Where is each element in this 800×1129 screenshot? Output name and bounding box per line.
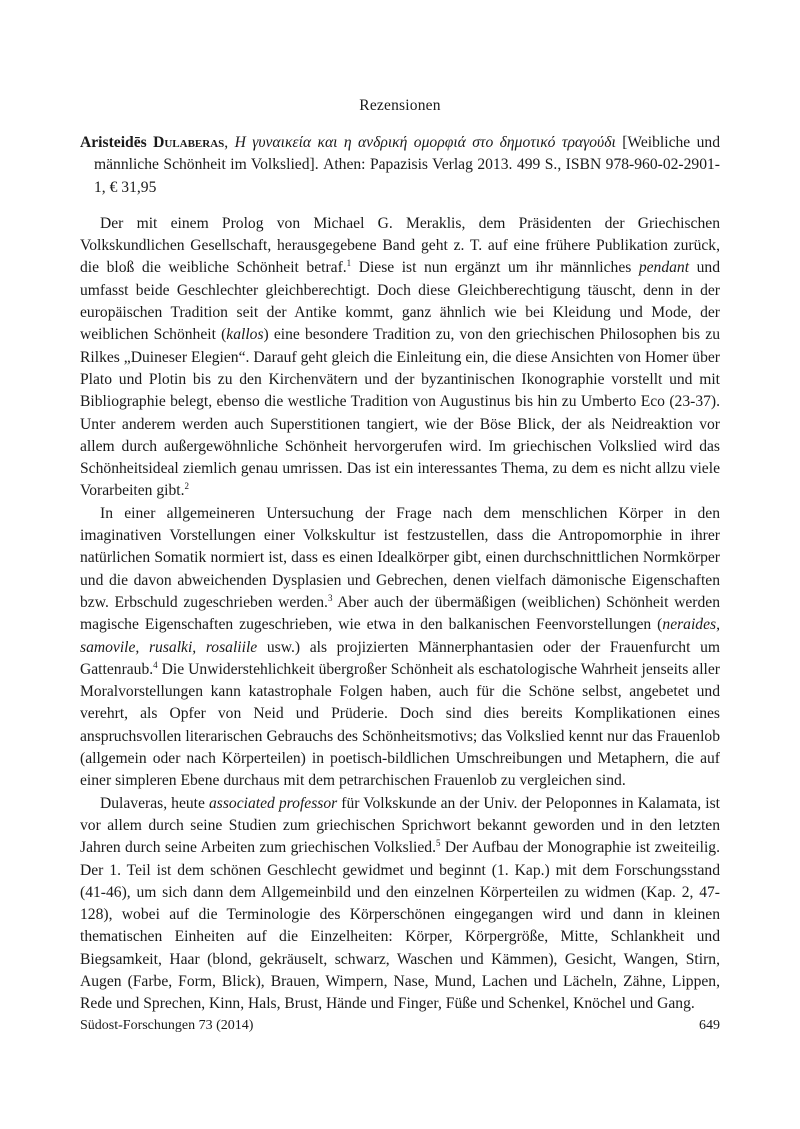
footnote-ref-5: 5 — [436, 838, 441, 849]
greek-title: Η γυναικεία και η ανδρική ομορφιά στο δημοτικό τραγούδι — [234, 134, 616, 151]
page-footer — [80, 1018, 720, 1034]
text-run: für Volkskunde an der Univ. der Peloponnes in Kalamata, ist vor allem durch seine Studien zum griechischen Sprichwort bekannt geworden und in den letzten Jahren durch seine Arbeiten zum griechischen Volkslied. — [80, 794, 720, 857]
text-run: usw.) als projizierten Männerphantasien oder der Frauenfurcht um Gattenraub. — [80, 638, 721, 678]
review-body — [80, 132, 720, 1016]
author-first-name: Aristeidēs — [80, 134, 147, 151]
text-run: Dulaveras, heute — [100, 794, 209, 812]
text-run: Der Aufbau der Monographie ist zweiteilig. Der 1. Teil ist dem schönen Geschlecht gewidmet und beginnt (1. Kap.) mit dem Forschungsstand (41-46), um sich dann dem Allgemeinbild und den einzelnen Körperteilen zu widmen (Kap. 2, 47-128), wobei auf die Terminologie des Körperschönen eingegangen wird und dann in kleinen thematischen Einheiten auf die Einzelheiten: Körper, Körpergröße, Mitte, Schlankheit und Biegsamkeit, Haar (blond, gekräuselt, schwarz, Waschen und Kämmen), Gesicht, Wangen, Stirn, Augen (Farbe, Form, Blick), Brauen, Wimpern, Nase, Mund, Lachen und Lächeln, Zähne, Lippen, Rede und Sprechen, Kinn, Hals, Brust, Hände und Finger, Füße und Schenkel, Knöchel und Gang. — [80, 839, 720, 1013]
text-run: In einer allgemeineren Untersuchung der Frage nach dem menschlichen Körper in den imaginativen Vorstellungen einer Volkskultur ist festzustellen, dass die Antropomorphie in ihrer natürlichen Somatik normiert ist, dass es einen Idealkörper gibt, einen durchschnittlichen Normkörper und die davon abweichenden Dysplasien und Gebrechen, denen vielfach dämonische Eigenschaften bzw. Erbschuld zugeschrieben werden. — [80, 504, 720, 611]
paragraph-2 — [80, 503, 720, 793]
text-run: Aber auch der übermäßigen (weiblichen) Schönheit werden magische Eigenschaften zugeschrieben, wie etwa in den balkanischen Feenvorstellungen ( — [80, 593, 720, 634]
text-run: Die Unwiderstehlichkeit übergroßer Schönheit als eschatologische Wahrheit jenseits aller Moralvorstellungen kann katastrophale Folgen haben, auch für die Schöne selbst, angebetet und verehrt, als Opfer von Neid und Prüderie. Doch sind dies bereits Komplikationen eines anspruchsvollen literarischen Gebrauchs des Schönheitsmotivs; das Volkslied kennt nur das Frauenlob (allgemein oder nach Körperteilen) in poetisch-bildlichen Umschreibungen und Metaphern, die auf einer simpleren Ebene durchaus mit dem petrarchischen Frauenlob zu vergleichen sind. — [80, 660, 720, 790]
text-run: ) eine besondere Tradition zu, von den griechischen Philosophen bis zu Rilkes „Duineser Elegien“. Darauf geht gleich die Einleitung ein, die diese Ansichten von Homer über Plato und Plotin bis zu den Kirchenvätern und der byzantinischen Ikonographie vorstellt und mit Bibliographie belegt, ebenso die westliche Tradition von Augustinus bis hin zu Umberto Eco (23-37). Unter anderem werden auch Superstitionen tangiert, wie der Böse Blick, der als Neidreaktion vor allem durch außergewöhnliche Schönheit hervorgerufen wird. Im griechischen Volkslied wird das Schönheitsideal ziemlich genau umrissen. Das ist ein interessantes Thema, zu dem es nicht allzu viele Vorarbeiten gibt. — [80, 326, 720, 500]
footnote-ref-1: 1 — [346, 258, 352, 269]
italic-term: kallos — [226, 326, 264, 344]
footnote-ref-3: 3 — [327, 592, 333, 603]
citation-details: [Weibliche und männliche Schönheit im Volkslied]. Athen: Papazisis Verlag 2013. 499 S., ISBN 978-960-02-2901-1, € 31,95 — [94, 134, 720, 196]
italic-term: neraides, samovile, rusalki, rosaliile — [80, 616, 720, 656]
page-number: 649 — [699, 1018, 720, 1033]
author-last-name: Dulaberas — [153, 134, 225, 151]
paragraph-3 — [80, 793, 720, 1016]
italic-term: pendant — [638, 259, 690, 277]
journal-name: Südost-Forschungen 73 (2014) — [80, 1018, 254, 1033]
text-run: und umfasst beide Geschlechter gleichberechtigt. Doch diese Gleichberechtigung täuscht, denn in der europäischen Tradition seit der Antike kommt, ganz ähnlich wie bei Kleidung und Mode, der weiblichen Schönheit ( — [80, 259, 720, 344]
running-head: Rezensionen — [359, 97, 441, 114]
text-run: Diese ist nun ergänzt um ihr männliches — [351, 259, 639, 277]
footnote-ref-4: 4 — [153, 659, 158, 670]
text-run: Der mit einem Prolog von Michael G. Meraklis, dem Präsidenten der Griechischen Volkskundlichen Gesellschaft, herausgegebene Band geht z. T. auf eine frühere Publikation zurück, die bloß die weibliche Schönheit betraf. — [80, 214, 720, 277]
paragraph-1 — [80, 213, 720, 503]
book-citation: Aristeidēs Dulaberas, Η γυναικεία και η ανδρική ομορφιά στο δημοτικό τραγούδι [Weibliche und männliche Schönheit im Volkslied]. Athen: Papazisis Verlag 2013. 499 S., ISBN 978-960-02-2901-1, € 31,95 — [80, 134, 720, 196]
italic-term: associated professor — [208, 794, 338, 812]
footnote-ref-2: 2 — [184, 481, 190, 492]
